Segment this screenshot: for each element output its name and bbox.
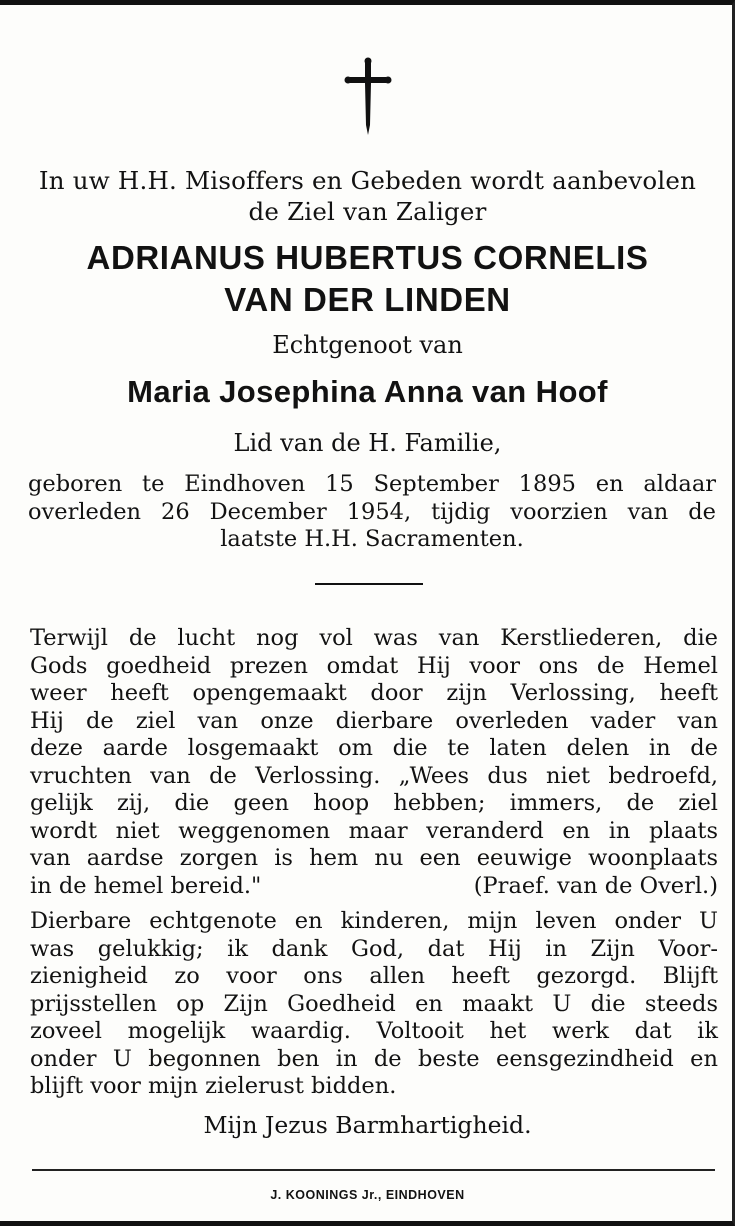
printer-imprint: J. KOONINGS Jr., EINDHOVEN [270,1188,465,1202]
birth-line: geboren te Eindhoven 15 September 1895 en aldaar [28,471,716,497]
paragraph-line: Dierbare echtgenote en kinderen, mijn leven onder U [30,908,718,934]
birth-death-text [28,471,716,554]
paragraph-line: Gods goedheid prezen omdat Hij voor ons de Hemel [30,652,718,679]
closing-prayer: Mijn Jezus Barmhartigheid. [203,1111,532,1139]
paragraph-line: onder U begonnen ben in de beste eensgezindheid en [30,1045,718,1072]
spouse-label: Echtgenoot van [272,331,463,359]
memorial-paragraph-2 [30,908,718,1101]
spouse-name: Maria Josephina Anna van Hoof [127,374,608,409]
intro-line: In uw H.H. Misoffers en Gebeden wordt aanbevolen [38,166,697,195]
name-line: VAN DER LINDEN [224,281,511,318]
paragraph-line: blijft voor mijn zielerust bidden. [30,1073,397,1099]
intro-line: de Ziel van Zaliger [248,197,487,226]
paragraph-last-line [30,873,718,901]
name-line: ADRIANUS HUBERTUS CORNELIS [86,239,649,276]
paragraph-line: deze aarde losgemaakt om die te laten delen in de [30,735,718,761]
paragraph-line: was gelukkig; ik dank God, dat Hij in Zijn Voor- [30,935,718,962]
paragraph-line: Terwijl de lucht nog vol was van Kerstliederen, die [30,625,718,651]
cross-icon [340,55,396,139]
paragraph-line: gelijk zij, die geen hoop hebben; immers, de ziel [30,790,718,816]
intro-text [0,165,735,227]
section-divider [315,583,423,585]
paragraph-line: van aardse zorgen is hem nu een eeuwige woonplaats [30,845,718,871]
paragraph-line: prijsstellen op Zijn Goedheid en maakt U die steeds [30,990,718,1017]
bottom-rule [32,1169,715,1171]
memorial-paragraph-1 [30,625,718,900]
paragraph-line: zoveel mogelijk waardig. Voltooit het werk dat ik [30,1018,718,1044]
paragraph-line: vruchten van de Verlossing. „Wees dus niet bedroefd, [30,762,718,789]
deceased-name [0,237,735,321]
paragraph-line: Hij de ziel van onze dierbare overleden vader van [30,707,718,734]
paragraph-line: zienigheid zo voor ons allen heeft gezorgd. Blijft [30,963,718,989]
birth-line: overleden 26 December 1954, tijdig voorzien van de [28,498,716,525]
paragraph-line: weer heeft opengemaakt door zijn Verlossing, heeft [30,680,718,706]
paragraph-line: wordt niet weggenomen maar veranderd en in plaats [30,817,718,844]
paragraph-line: in de hemel bereid." [30,872,262,899]
membership-text: Lid van de H. Familie, [233,429,502,457]
quote-source: (Praef. van de Overl.) [473,872,718,899]
birth-line: laatste H.H. Sacramenten. [220,526,524,552]
